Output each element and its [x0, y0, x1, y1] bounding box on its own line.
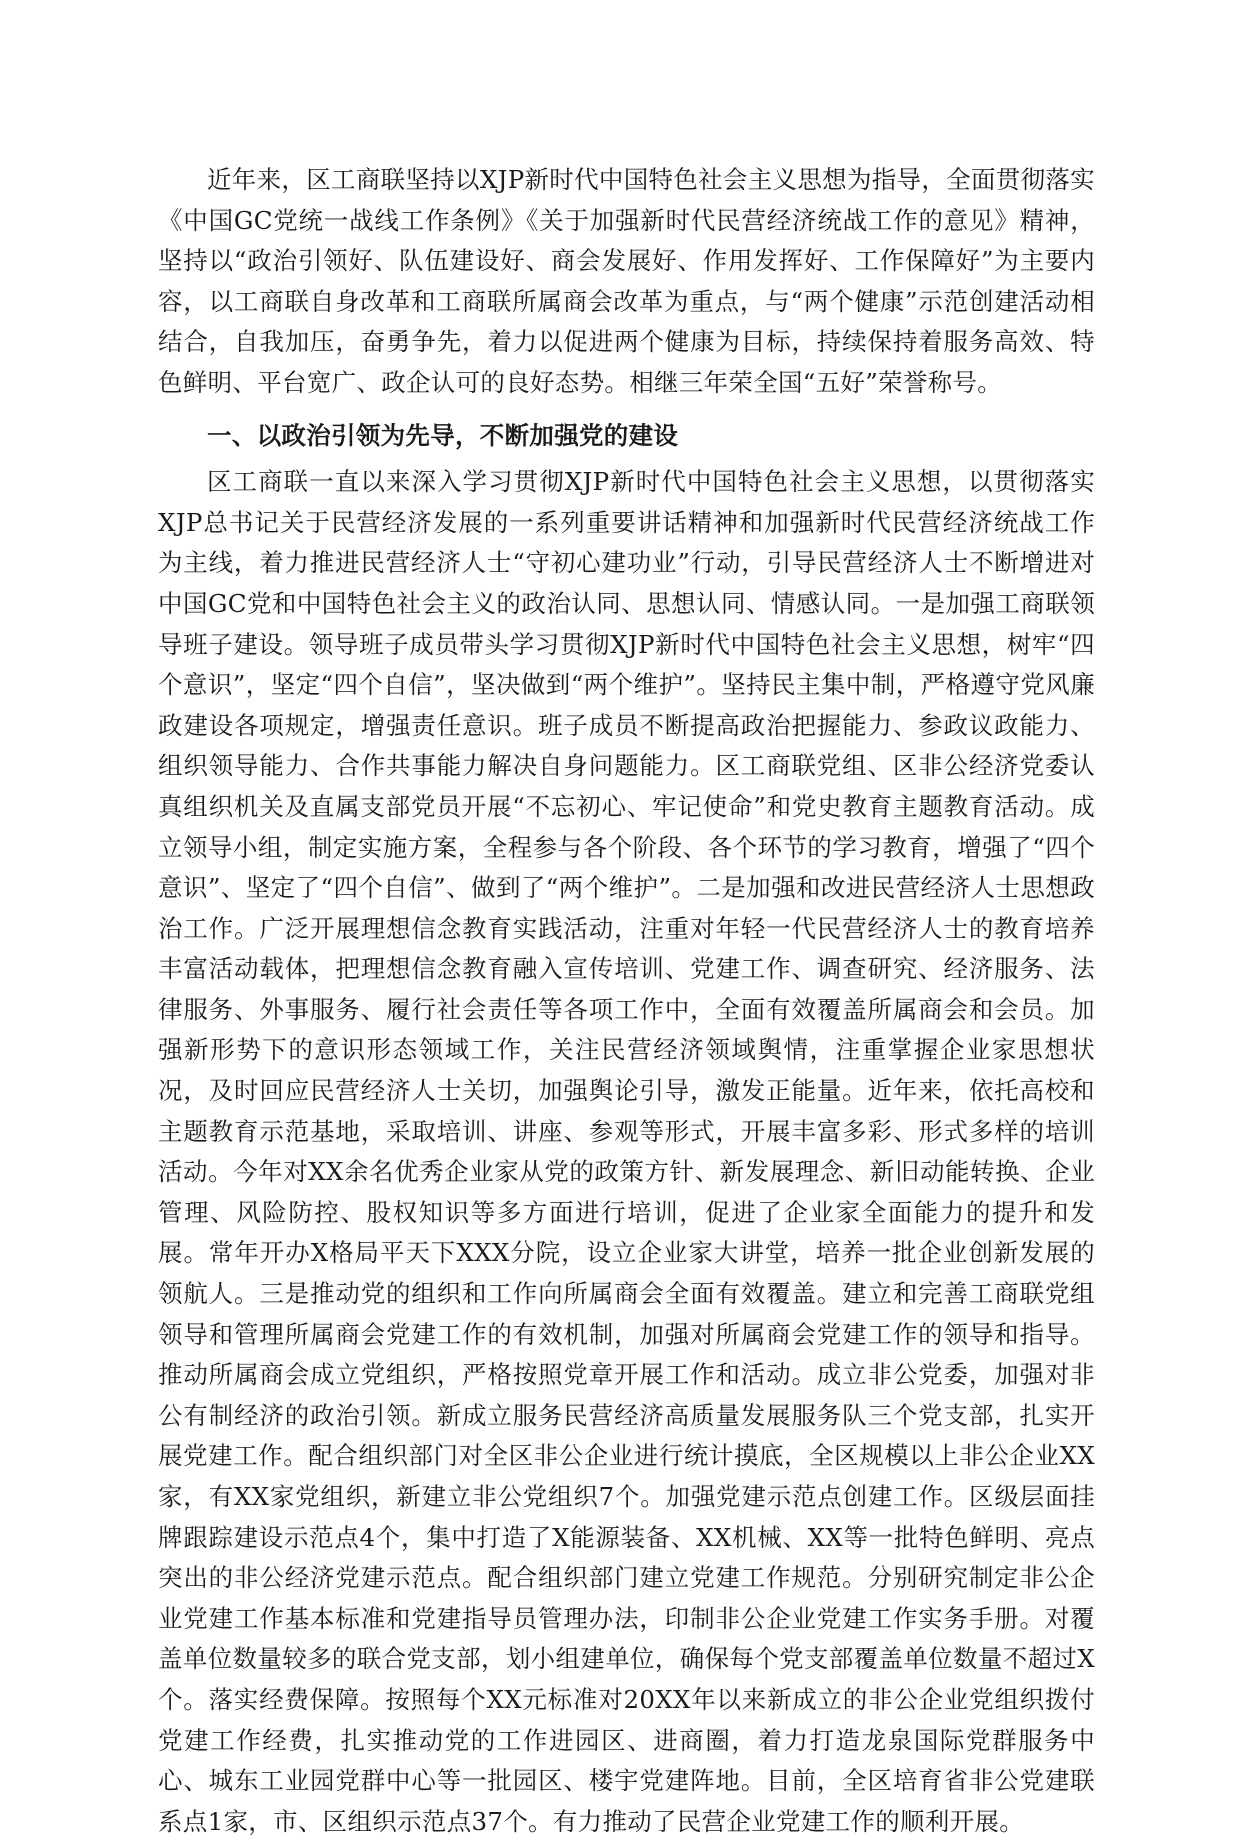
section-heading: 一、以政治引领为先导，不断加强党的建设 [207, 420, 679, 450]
intro-paragraph: 近年来，区工商联坚持以XJP新时代中国特色社会主义思想为指导，全面贯彻落实《中国GC党统一战线工作条例》《关于加强新时代民营经济统战工作的意见》精神，坚持以“政治引领好、队伍建设好、商会发展好、作用发挥好、工作保障好”为主要内容，以工商联自身改革和工商联所属商会改革为重点，与“两个健康”示范创建活动相结合，自我加压，奋勇争先，着力以促进两个健康为目标，持续保持着服务高效、特色鲜明、平台宽广、政企认可的良好态势。相继三年荣全国“五好”荣誉称号。 [158, 165, 1095, 397]
section-body-paragraph: 区工商联一直以来深入学习贯彻XJP新时代中国特色社会主义思想，以贯彻落实XJP总书记关于民营经济发展的一系列重要讲话精神和加强新时代民营经济统战工作为主线，着力推进民营经济人士“守初心建功业”行动，引导民营经济人士不断增进对中国GC党和中国特色社会主义的政治认同、思想认同、情感认同。一是加强工商联领导班子建设。领导班子成员带头学习贯彻XJP新时代中国特色社会主义思想，树牢“四个意识”，坚定“四个自信”，坚决做到“两个维护”。坚持民主集中制，严格遵守党风廉政建设各项规定，增强责任意识。班子成员不断提高政治把握能力、参政议政能力、组织领导能力、合作共事能力解决自身问题能力。区工商联党组、区非公经济党委认真组织机关及直属支部党员开展“不忘初心、牢记使命”和党史教育主题教育活动。成立领导小组，制定实施方案，全程参与各个阶段、各个环节的学习教育，增强了“四个意识”、坚定了“四个自信”、做到了“两个维护”。二是加强和改进民营经济人士思想政治工作。广泛开展理想信念教育实践活动，注重对年轻一代民营经济人士的教育培养丰富活动载体，把理想信念教育融入宣传培训、党建工作、调查研究、经济服务、法律服务、外事服务、履行社会责任等各项工作中，全面有效覆盖所属商会和会员。加强新形势下的意识形态领域工作，关注民营经济领域舆情，注重掌握企业家思想状况，及时回应民营经济人士关切，加强舆论引导，激发正能量。近年来，依托高校和主题教育示范基地，采取培训、讲座、参观等形式，开展丰富多彩、形式多样的培训活动。今年对XX余名优秀企业家从党的政策方针、新发展理念、新旧动能转换、企业管理、风险防控、股权知识等多方面进行培训，促进了企业家全面能力的提升和发展。常年开办X格局平天下XXX分院，设立企业家大讲堂，培养一批企业创新发展的领航人。三是推动党的组织和工作向所属商会全面有效覆盖。建立和完善工商联党组领导和管理所属商会党建工作的有效机制，加强对所属商会党建工作的领导和指导。推动所属商会成立党组织，严格按照党章开展工作和活动。成立非公党委，加强对非公有制经济的政治引领。新成立服务民营经济高质量发展服务队三个党支部，扎实开展党建工作。配合组织部门对全区非公企业进行统计摸底，全区规模以上非公企业XX家，有XX家党组织，新建立非公党组织7个。加强党建示范点创建工作。区级层面挂牌跟踪建设示范点4个，集中打造了X能源装备、XX机械、XX等一批特色鲜明、亮点突出的非公经济党建示范点。配合组织部门建立党建工作规范。分别研究制定非公企业党建工作基本标准和党建指导员管理办法，印制非公企业党建工作实务手册。对覆盖单位数量较多的联合党支部，划小组建单位，确保每个党支部覆盖单位数量不超过X个。落实经费保障。按照每个XX元标准对20XX年以来新成立的非公企业党组织拨付党建工作经费，扎实推动党的工作进园区、进商圈，着力打造龙泉国际党群服务中心、城东工业园党群中心等一批园区、楼宇党建阵地。目前，全区培育省非公党建联系点1家，市、区组织示范点37个。有力推动了民营企业党建工作的顺利开展。 [158, 467, 1095, 1836]
